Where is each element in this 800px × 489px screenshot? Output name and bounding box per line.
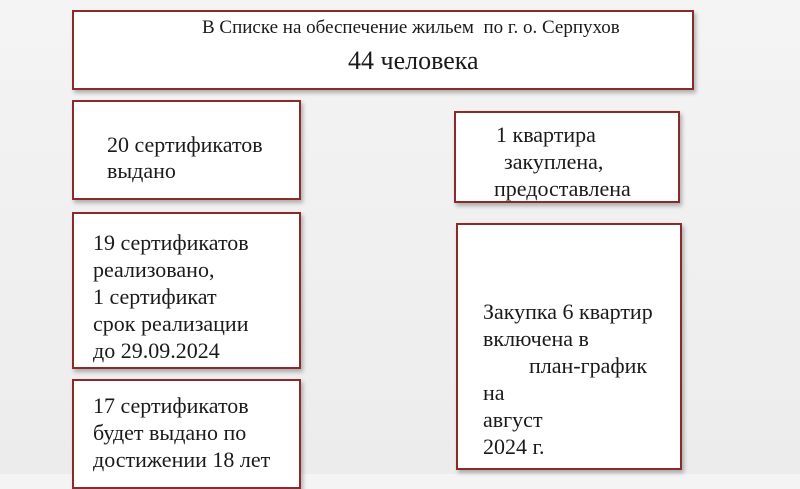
certificates-future-box <box>72 379 301 489</box>
box-text-line: Закупка 6 квартир <box>483 299 653 324</box>
header-title: В Списке на обеспечение жильем по г. о. Серпухов <box>202 17 620 38</box>
box-text-line: будет выдано по <box>93 420 247 445</box>
box-text-line: 1 квартира <box>496 122 596 147</box>
box-text-line: реализовано, <box>93 257 215 282</box>
box-text-line: закуплена, <box>504 149 604 174</box>
box-text-line: 2024 г. <box>483 434 545 459</box>
header-count: 44 человека <box>348 46 479 75</box>
box-text-line: план-график <box>529 353 648 378</box>
box-text-line: выдано <box>107 158 176 183</box>
box-text-line: 17 сертификатов <box>93 393 249 418</box>
box-text-line: август <box>483 407 543 432</box>
box-text-line: 20 сертификатов <box>107 132 263 157</box>
apartments-procurement-box <box>456 223 682 470</box>
box-text-line: включена в <box>483 326 589 351</box>
box-text-line: предоставлена <box>494 176 631 201</box>
certificates-realized-box <box>72 212 301 369</box>
box-text-line: до 29.09.2024 <box>93 338 220 363</box>
certificates-issued-box <box>72 100 301 200</box>
box-text-line: 1 сертификат <box>93 284 217 309</box>
header-box <box>72 10 694 90</box>
box-text-line: достижении 18 лет <box>93 447 271 472</box>
box-text-line: на <box>483 380 505 405</box>
apartment-purchased-box <box>454 111 680 203</box>
box-text-line: 19 сертификатов <box>93 230 249 255</box>
box-text-line: срок реализации <box>93 311 249 336</box>
